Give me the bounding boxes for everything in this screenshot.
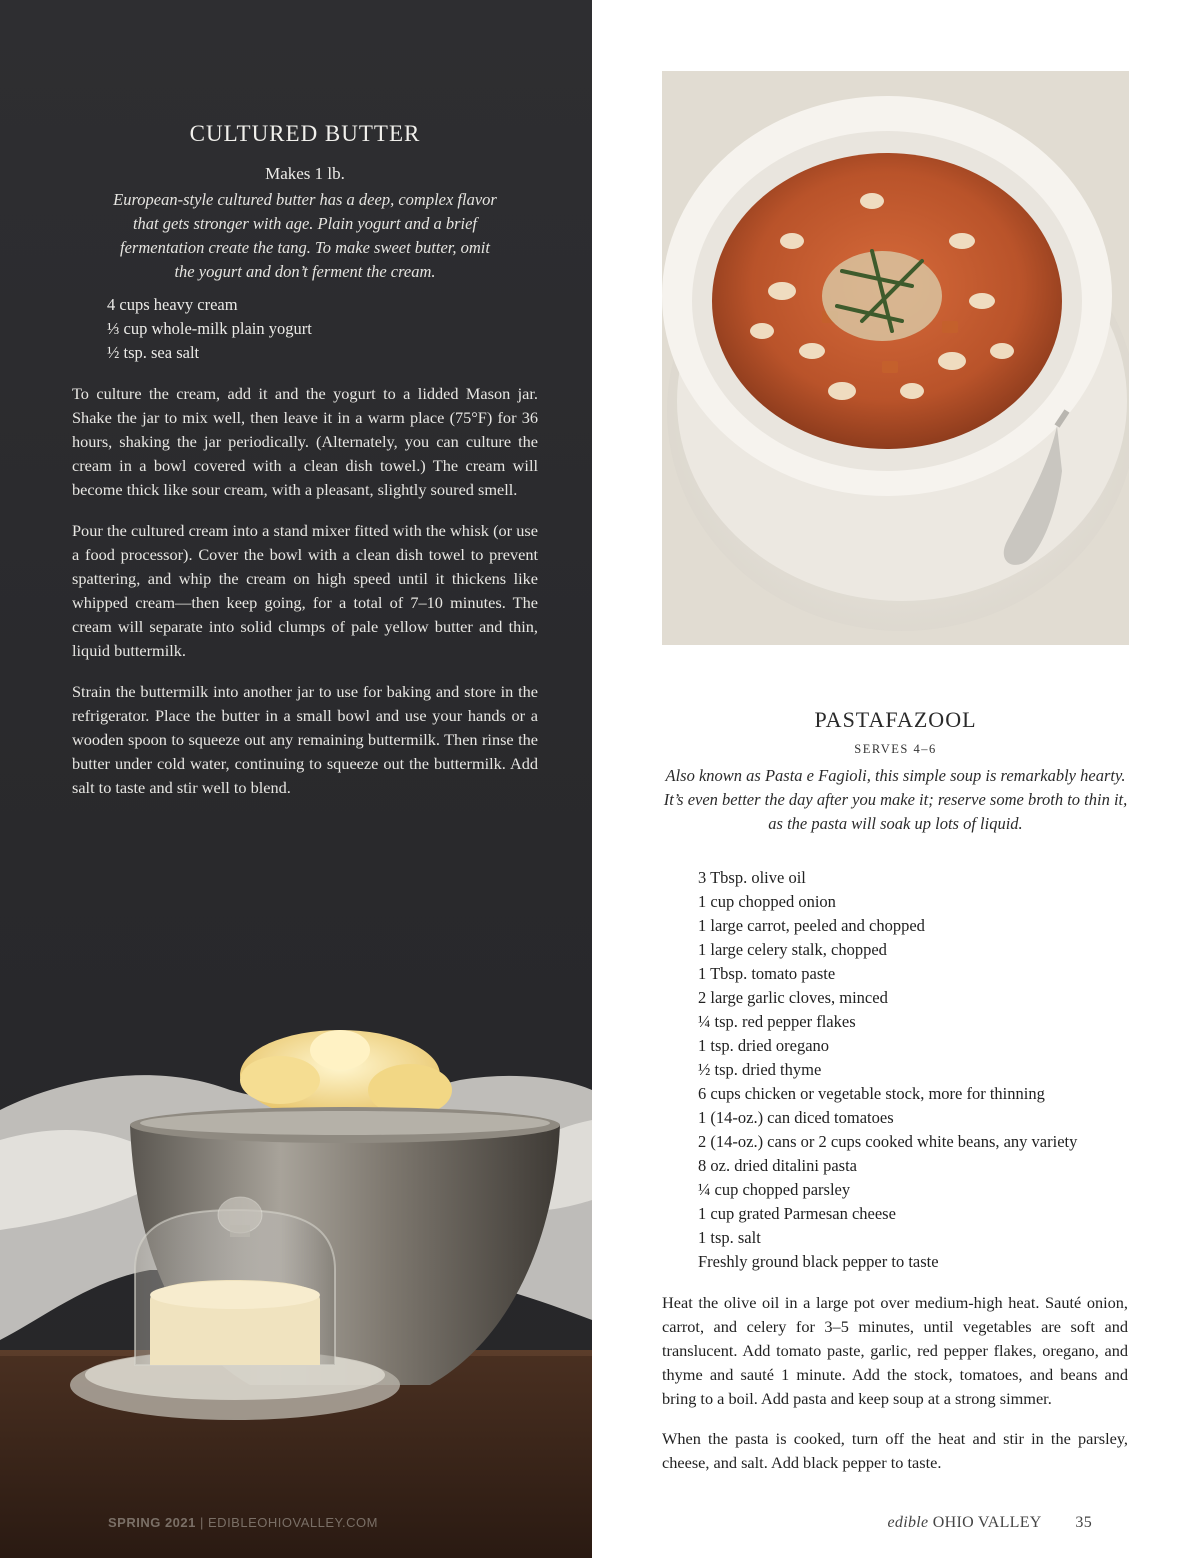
butter-recipe-yield: Makes 1 lb. — [265, 164, 345, 183]
ingredient-item: 1 tsp. dried oregano — [698, 1036, 830, 1055]
soup-recipe-serves: SERVES 4–6 — [854, 742, 937, 756]
ingredient-item: 1 (14-oz.) can diced tomatoes — [698, 1108, 894, 1127]
butter-panel — [0, 0, 592, 1558]
ingredient-item: ½ tsp. sea salt — [107, 343, 200, 362]
ingredient-item: 3 Tbsp. olive oil — [698, 868, 806, 887]
ingredient-item: 1 tsp. salt — [698, 1228, 761, 1247]
footer-brand-edible: edible — [887, 1514, 929, 1531]
footer-issue — [108, 1515, 378, 1530]
ingredient-item: 6 cups chicken or vegetable stock, more for thinning — [698, 1084, 1045, 1103]
ingredient-item: ¼ cup chopped parsley — [698, 1180, 851, 1199]
butter-instructions — [72, 382, 538, 817]
ingredient-item: ½ tsp. dried thyme — [698, 1060, 822, 1079]
ingredient-item: 1 cup chopped onion — [698, 892, 836, 911]
butter-recipe-intro: European-style cultured butter has a deep, complex flavor that gets stronger with age. Plain yogurt and a brief fermentation create the tang. To make sweet butter, omit the yogurt and don’t ferment the cream. — [113, 190, 497, 281]
ingredient-item: 1 Tbsp. tomato paste — [698, 964, 836, 983]
instruction-paragraph: Strain the buttermilk into another jar to use for baking and store in the refrigerator. Place the butter in a small bowl and use your hands or a wooden spoon to squeeze out any remaining buttermilk. Then rinse the butter under cold water, continuing to squeeze out the buttermilk. Add salt to taste and stir well to blend. — [72, 682, 538, 797]
butter-photo — [0, 1020, 592, 1558]
footer-issue-date: SPRING 2021 — [108, 1515, 196, 1530]
ingredient-item: 8 oz. dried ditalini pasta — [698, 1156, 857, 1175]
soup-photo — [662, 71, 1129, 645]
butter-recipe-title: CULTURED BUTTER — [189, 121, 421, 146]
ingredient-item: 1 large carrot, peeled and chopped — [698, 916, 925, 935]
ingredient-item: ¼ tsp. red pepper flakes — [698, 1012, 856, 1031]
instruction-paragraph: When the pasta is cooked, turn off the heat and stir in the parsley, cheese, and salt. Add black pepper to taste. — [662, 1429, 1128, 1472]
butter-ingredient-list — [107, 293, 312, 365]
page-number: 35 — [1075, 1514, 1092, 1531]
soup-instructions — [662, 1291, 1128, 1491]
instruction-paragraph: To culture the cream, add it and the yogurt to a lidded Mason jar. Shake the jar to mix well, then leave it in a warm place (75°F) for 36 hours, shaking the jar periodically. (Alternately, you can culture the cream in a bowl covered with a clean dish towel.) The cream will become thick like sour cream, with a pleasant, slightly soured smell. — [72, 384, 538, 499]
ingredient-item: 4 cups heavy cream — [107, 295, 238, 314]
instruction-paragraph: Pour the cultured cream into a stand mixer fitted with the whisk (or use a food processor). Cover the bowl with a clean dish towel to prevent spattering, and whip the cream on high speed until it thickens like whipped cream—then keep going, for a total of 7–10 minutes. The cream will separate into solid clumps of pale yellow butter and thin, liquid buttermilk. — [72, 521, 538, 660]
soup-ingredient-list — [698, 866, 1077, 1274]
ingredient-item: 1 large celery stalk, chopped — [698, 940, 887, 959]
footer-separator: | — [200, 1515, 204, 1530]
ingredient-item: 2 large garlic cloves, minced — [698, 988, 888, 1007]
ingredient-item: Freshly ground black pepper to taste — [698, 1252, 939, 1271]
ingredient-item: 1 cup grated Parmesan cheese — [698, 1204, 896, 1223]
soup-recipe-title: PASTAFAZOOL — [814, 707, 977, 732]
ingredient-item: ⅓ cup whole-milk plain yogurt — [107, 319, 312, 338]
soup-recipe-intro: Also known as Pasta e Fagioli, this simple soup is remarkably hearty. It’s even better the day after you make it; reserve some broth to thin it, as the pasta will soak up lots of liquid. — [663, 766, 1128, 833]
ingredient-item: 2 (14-oz.) cans or 2 cups cooked white beans, any variety — [698, 1132, 1078, 1151]
footer-brand-region: OHIO VALLEY — [932, 1514, 1042, 1531]
footer-brand — [888, 1514, 1092, 1532]
instruction-paragraph: Heat the olive oil in a large pot over medium-high heat. Sauté onion, carrot, and celery for 3–5 minutes, until vegetables are soft and translucent. Add tomato paste, garlic, red pepper flakes, oregano, and thyme and sauté 1 minute. Add the stock, tomatoes, and beans and bring to a boil. Add pasta and keep soup at a strong simmer. — [662, 1293, 1128, 1408]
footer-website: EDIBLEOHIOVALLEY.COM — [208, 1515, 378, 1530]
